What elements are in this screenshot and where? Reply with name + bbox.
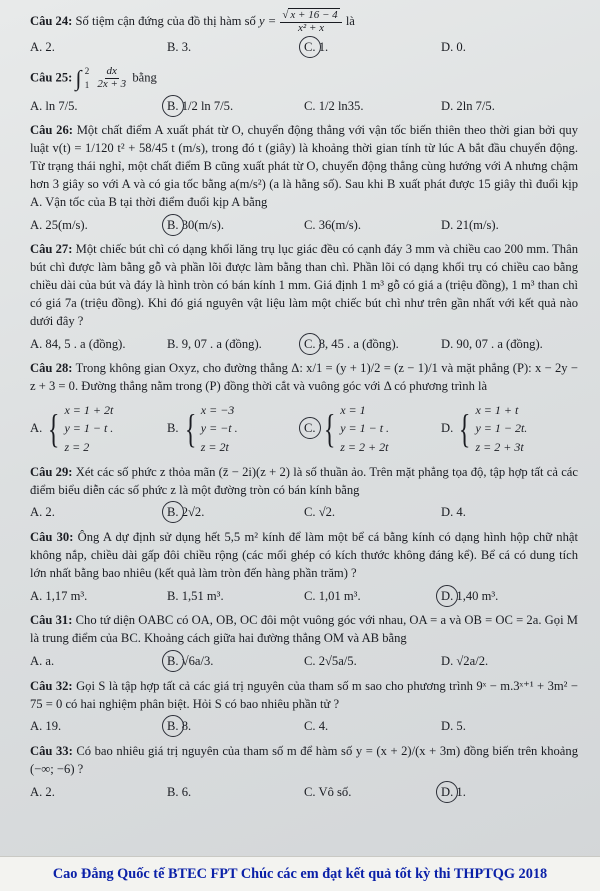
options-27 xyxy=(30,336,578,354)
question-text: Xét các số phức z thỏa mãn (z̄ − 2i)(z + 2) là số thuần ảo. Trên mặt phẳng tọa độ, tập hợp tất cả các điểm biểu diễn các số phức z là một đường tròn có bán kính bằng xyxy=(30,464,578,497)
question-text: Gọi S là tập hợp tất cả các giá trị nguyên của tham số m sao cho phương trình 9ˣ − m.3ˣ⁺¹ + 3m² − 75 = 0 có hai nghiệm phân biệt. Hỏi S có bao nhiêu phần tử ? xyxy=(30,678,578,711)
options-25 xyxy=(30,98,578,116)
option-c[interactable]: C. 4. xyxy=(304,719,329,734)
option-b[interactable] xyxy=(167,653,304,671)
option-a[interactable]: A. 1,17 m³. xyxy=(30,588,88,603)
option-d[interactable]: D. 4. xyxy=(441,505,466,520)
question-text: Trong không gian Oxyz, cho đường thẳng Δ: x/1 = (y + 1)/2 = (z − 1)/1 và mặt phẳng (P): x − 2y − z + 3 = 0. Đường thẳng nằm trong (P) đồng thời cắt và vuông góc với Δ có phương trình là xyxy=(30,361,578,393)
option-c[interactable]: C. 1,01 m³. xyxy=(304,588,361,603)
question-number: Câu 30: xyxy=(30,530,74,545)
option-a[interactable]: A. a. xyxy=(30,654,55,669)
question-number: Câu 31: xyxy=(30,613,73,628)
option-label: D. xyxy=(441,420,454,435)
answer-circle: B. 2√2. xyxy=(167,504,204,522)
options-30 xyxy=(30,588,578,606)
option-c[interactable]: C. 1/2 ln35. xyxy=(304,98,364,113)
question-text: Ông A dự định sử dụng hết 5,5 m² kính để làm một bể cá bằng kính có dạng hình hộp chữ nhật không nắp, chiều dài gấp đôi chiều rộng (các mối ghép có kích thước không đáng kể). Bể cá có dung tích lớn nhất bằng bao nhiêu (kết quả làm tròn đến hàng phần trăm) ? xyxy=(30,530,578,580)
options-29 xyxy=(30,504,578,522)
option-d[interactable] xyxy=(441,401,578,457)
option-d[interactable]: D. 5. xyxy=(441,719,466,734)
question-number: Câu 27: xyxy=(30,242,73,257)
option-c[interactable]: C. 2√5a/5. xyxy=(304,654,357,669)
answer-circle: D. 1. xyxy=(441,784,466,802)
question-tail: là xyxy=(345,13,355,28)
option-d[interactable]: D. 2ln 7/5. xyxy=(441,98,495,113)
option-c[interactable] xyxy=(304,401,441,457)
function-lhs: y = xyxy=(258,13,277,28)
option-a[interactable]: A. 84, 5 . a (đồng). xyxy=(30,336,126,351)
option-b[interactable] xyxy=(167,401,304,457)
question-text: Số tiệm cận đứng của đồ thị hàm số xyxy=(75,13,256,28)
option-a[interactable]: A. 2. xyxy=(30,784,55,799)
options-26 xyxy=(30,217,578,235)
option-label: B. xyxy=(167,420,179,435)
equation-system: { x = 1 + 2t y = 1 − t . z = 2 xyxy=(48,402,114,455)
question-text: Có bao nhiêu giá trị nguyên của tham số m để hàm số y = (x + 2)/(x + 3m) đồng biến trên khoảng (−∞; −6) ? xyxy=(30,744,578,776)
option-a[interactable]: A. 25(m/s). xyxy=(30,217,88,232)
options-31 xyxy=(30,653,578,671)
answer-circle: C. 8, 45 . a (đồng). xyxy=(304,336,399,354)
option-a[interactable]: A. 2. xyxy=(30,40,55,55)
option-d[interactable]: D. 0. xyxy=(441,40,466,55)
option-d[interactable]: D. 90, 07 . a (đồng). xyxy=(441,336,543,351)
denominator: 2x + 3 xyxy=(97,77,127,90)
options-28 xyxy=(30,401,578,457)
equation-system: { x = 1 y = 1 − t . z = 2 + 2t xyxy=(323,402,390,455)
option-b[interactable] xyxy=(167,504,304,522)
question-27 xyxy=(30,241,578,330)
option-a[interactable]: A. 19. xyxy=(30,719,62,734)
brace-icon: { xyxy=(48,405,60,451)
answer-circle: C. xyxy=(304,420,318,438)
question-30 xyxy=(30,529,578,583)
denominator: x² + x xyxy=(298,21,325,34)
options-24 xyxy=(30,39,578,57)
option-d[interactable] xyxy=(441,784,578,802)
option-label: A. xyxy=(30,420,43,435)
question-32 xyxy=(30,678,578,714)
option-b[interactable] xyxy=(167,718,304,736)
footer-banner xyxy=(0,856,600,891)
option-a[interactable]: A. ln 7/5. xyxy=(30,98,78,113)
option-b[interactable]: B. 1,51 m³. xyxy=(167,588,224,603)
question-24 xyxy=(30,10,578,34)
numerator: dx xyxy=(106,65,117,78)
question-tail: bằng xyxy=(132,70,157,84)
footer-text: Cao Đẳng Quốc tế BTEC FPT Chúc các em đạt kết quả tốt kỳ thi THPTQG 2018 xyxy=(52,865,548,882)
question-number: Câu 25: xyxy=(30,70,73,84)
question-number: Câu 26: xyxy=(30,123,73,138)
option-c[interactable]: C. √2. xyxy=(304,505,336,520)
integral-limits xyxy=(85,64,90,93)
question-number: Câu 28: xyxy=(30,361,73,376)
option-b[interactable] xyxy=(167,98,304,116)
question-26 xyxy=(30,122,578,211)
option-a[interactable]: A. 2. xyxy=(30,505,55,520)
numerator: x + 16 − 4 xyxy=(290,9,338,21)
question-text: Cho tứ diện OABC có OA, OB, OC đôi một vuông góc với nhau, OA = a và OB = OC = 2a. Gọi M là trung điểm của BC. Khoảng cách giữa hai đường thẳng OM và AB bằng xyxy=(30,613,578,646)
answer-circle: B. 8. xyxy=(167,718,191,736)
question-text: Một chiếc bút chì có dạng khối lăng trụ lục giác đều có cạnh đáy 3 mm và chiều cao 200 mm. Thân bút chì được làm bằng gỗ và phần lõi được làm bằng than chì. Phần lõi có dạng khối trụ có chiều cao bằng chiều dài của bút và đáy là hình tròn có bán kính 1 mm. Giá định 1 m³ gỗ có giá a (triệu đồng), 1 m³ than chì có giá 7a (triệu đồng). Khi đó giá nguyên vật liệu làm một chiếc bút chì như trên gần nhất với kết quả nào dưới đây ? xyxy=(30,242,578,328)
question-number: Câu 29: xyxy=(30,464,73,479)
brace-icon: { xyxy=(184,405,196,451)
option-a[interactable] xyxy=(30,401,167,457)
integral-sign-icon: ∫ xyxy=(75,65,82,91)
answer-circle: B. √6a/3. xyxy=(167,653,213,671)
question-33 xyxy=(30,743,578,779)
equation-system: { x = −3 y = −t . z = 2t xyxy=(184,402,238,455)
option-b[interactable]: B. 6. xyxy=(167,784,192,799)
question-number: Câu 33: xyxy=(30,744,73,759)
answer-circle: D. 1,40 m³. xyxy=(441,588,498,606)
question-25 xyxy=(30,64,578,93)
answer-circle: B. 1/2 ln 7/5. xyxy=(167,98,233,116)
option-d[interactable] xyxy=(441,588,578,606)
question-text: Một chất điểm A xuất phát từ O, chuyển động thẳng với vận tốc biến thiên theo thời gian bởi quy luật v(t) = 1/120 t² + 58/45 t (m/s), trong đó t (giây) là khoảng thời gian tính từ lúc A bắt đầu chuyển động. Từ trạng thái nghỉ, một chất điểm B cũng xuất phát từ O, chuyển động thẳng cùng hướng với A nhưng chậm hơn 3 giây so với A và có gia tốc bằng a(m/s²) (a là hằng số). Sau khi B xuất phát được 15 giây thì đuổi kịp A. Vận tốc của B tại thời điểm đuổi kịp A bằng xyxy=(30,123,578,209)
question-28 xyxy=(30,360,578,396)
option-b[interactable]: B. 3. xyxy=(167,40,192,55)
option-b[interactable]: B. 9, 07 . a (đồng). xyxy=(167,336,262,351)
option-c[interactable] xyxy=(304,39,441,57)
option-c[interactable]: C. Vô số. xyxy=(304,784,352,799)
function-fraction: $\frac{√ x + 16 - 4}{\text{x² + x}}$ xyxy=(280,10,341,34)
question-number: Câu 24: xyxy=(30,13,73,28)
options-32 xyxy=(30,718,578,736)
answer-circle: B. 30(m/s). xyxy=(167,217,224,235)
option-c[interactable] xyxy=(304,336,441,354)
brace-icon: { xyxy=(459,405,471,451)
integrand-fraction xyxy=(95,66,128,90)
option-b[interactable] xyxy=(167,217,304,235)
question-29 xyxy=(30,464,578,500)
question-number: Câu 32: xyxy=(30,678,73,693)
options-33 xyxy=(30,784,578,802)
option-c[interactable]: C. 36(m/s). xyxy=(304,217,362,232)
option-d[interactable]: D. √2a/2. xyxy=(441,654,489,669)
option-d[interactable]: D. 21(m/s). xyxy=(441,217,499,232)
upper-limit: 2 xyxy=(84,65,90,76)
equation-system: { x = 1 + t y = 1 − 2t. z = 2 + 3t xyxy=(459,402,528,455)
answer-circle: C. 1. xyxy=(304,39,328,57)
brace-icon: { xyxy=(323,405,336,451)
lower-limit: 1 xyxy=(84,80,90,91)
question-31 xyxy=(30,612,578,648)
